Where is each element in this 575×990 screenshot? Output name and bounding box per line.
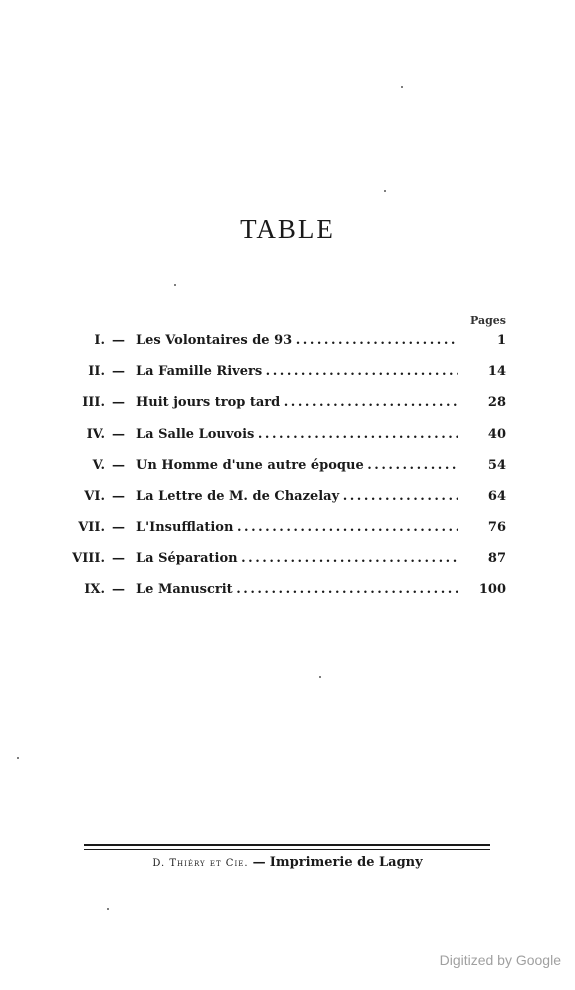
chapter-numeral: III. <box>82 395 105 410</box>
chapter-numeral: VIII. <box>72 551 105 566</box>
toc-entry <box>0 424 575 446</box>
chapter-numeral: II. <box>88 364 105 379</box>
imprint-rule-thick <box>84 844 490 846</box>
chapter-page: 1 <box>496 333 506 348</box>
chapter-title: Un Homme d'une autre époque <box>136 458 364 473</box>
toc-entry <box>0 548 575 570</box>
chapter-title: L'Insufflation <box>136 520 234 535</box>
chapter-separator: — <box>112 395 125 410</box>
chapter-page: 100 <box>478 582 506 597</box>
chapter-numeral: IV. <box>86 427 105 442</box>
imprint-rule-thin <box>84 849 490 850</box>
chapter-separator: — <box>112 333 125 348</box>
chapter-page: 54 <box>487 458 506 473</box>
chapter-numeral: IX. <box>84 582 105 597</box>
chapter-separator: — <box>112 427 125 442</box>
printer-name: D. Thiéry et Cie. <box>152 858 249 869</box>
chapter-title: La Lettre de M. de Chazelay <box>136 489 340 504</box>
pages-column-header: Pages <box>470 314 506 327</box>
chapter-numeral: VII. <box>78 520 105 535</box>
toc-entry <box>0 361 575 383</box>
chapter-title: La Salle Louvois <box>136 427 255 442</box>
chapter-page: 28 <box>487 395 506 410</box>
chapter-numeral: VI. <box>84 489 105 504</box>
chapter-separator: — <box>112 551 125 566</box>
chapter-separator: — <box>112 582 125 597</box>
toc-entry <box>0 455 575 477</box>
chapter-title: La Séparation <box>136 551 238 566</box>
chapter-separator: — <box>112 364 125 379</box>
paper-speck <box>174 284 176 286</box>
digitization-watermark: Digitized by Google <box>439 952 561 968</box>
toc-entry <box>0 579 575 601</box>
page-title: TABLE <box>240 214 335 244</box>
chapter-title: Les Volontaires de 93 <box>136 333 293 348</box>
chapter-numeral: I. <box>94 333 105 348</box>
paper-speck <box>401 86 403 88</box>
paper-speck <box>319 676 321 678</box>
chapter-title: La Famille Rivers <box>136 364 263 379</box>
toc-entry <box>0 486 575 508</box>
paper-speck <box>107 908 109 910</box>
printer-imprint <box>0 855 575 870</box>
chapter-separator: — <box>112 489 125 504</box>
chapter-page: 76 <box>487 520 506 535</box>
chapter-title: Le Manuscrit <box>136 582 233 597</box>
toc-entry <box>0 330 575 352</box>
chapter-separator: — <box>112 520 125 535</box>
chapter-page: 87 <box>487 551 506 566</box>
chapter-page: 40 <box>487 427 506 442</box>
chapter-numeral: V. <box>92 458 105 473</box>
imprint-dash: — <box>252 855 266 870</box>
chapter-page: 64 <box>487 489 506 504</box>
chapter-title: Huit jours trop tard <box>136 395 281 410</box>
toc-entry <box>0 392 575 414</box>
paper-speck <box>17 757 19 759</box>
chapter-page: 14 <box>487 364 506 379</box>
chapter-separator: — <box>112 458 125 473</box>
printer-place: Imprimerie de Lagny <box>269 855 423 870</box>
toc-entry <box>0 517 575 539</box>
paper-speck <box>384 190 386 192</box>
